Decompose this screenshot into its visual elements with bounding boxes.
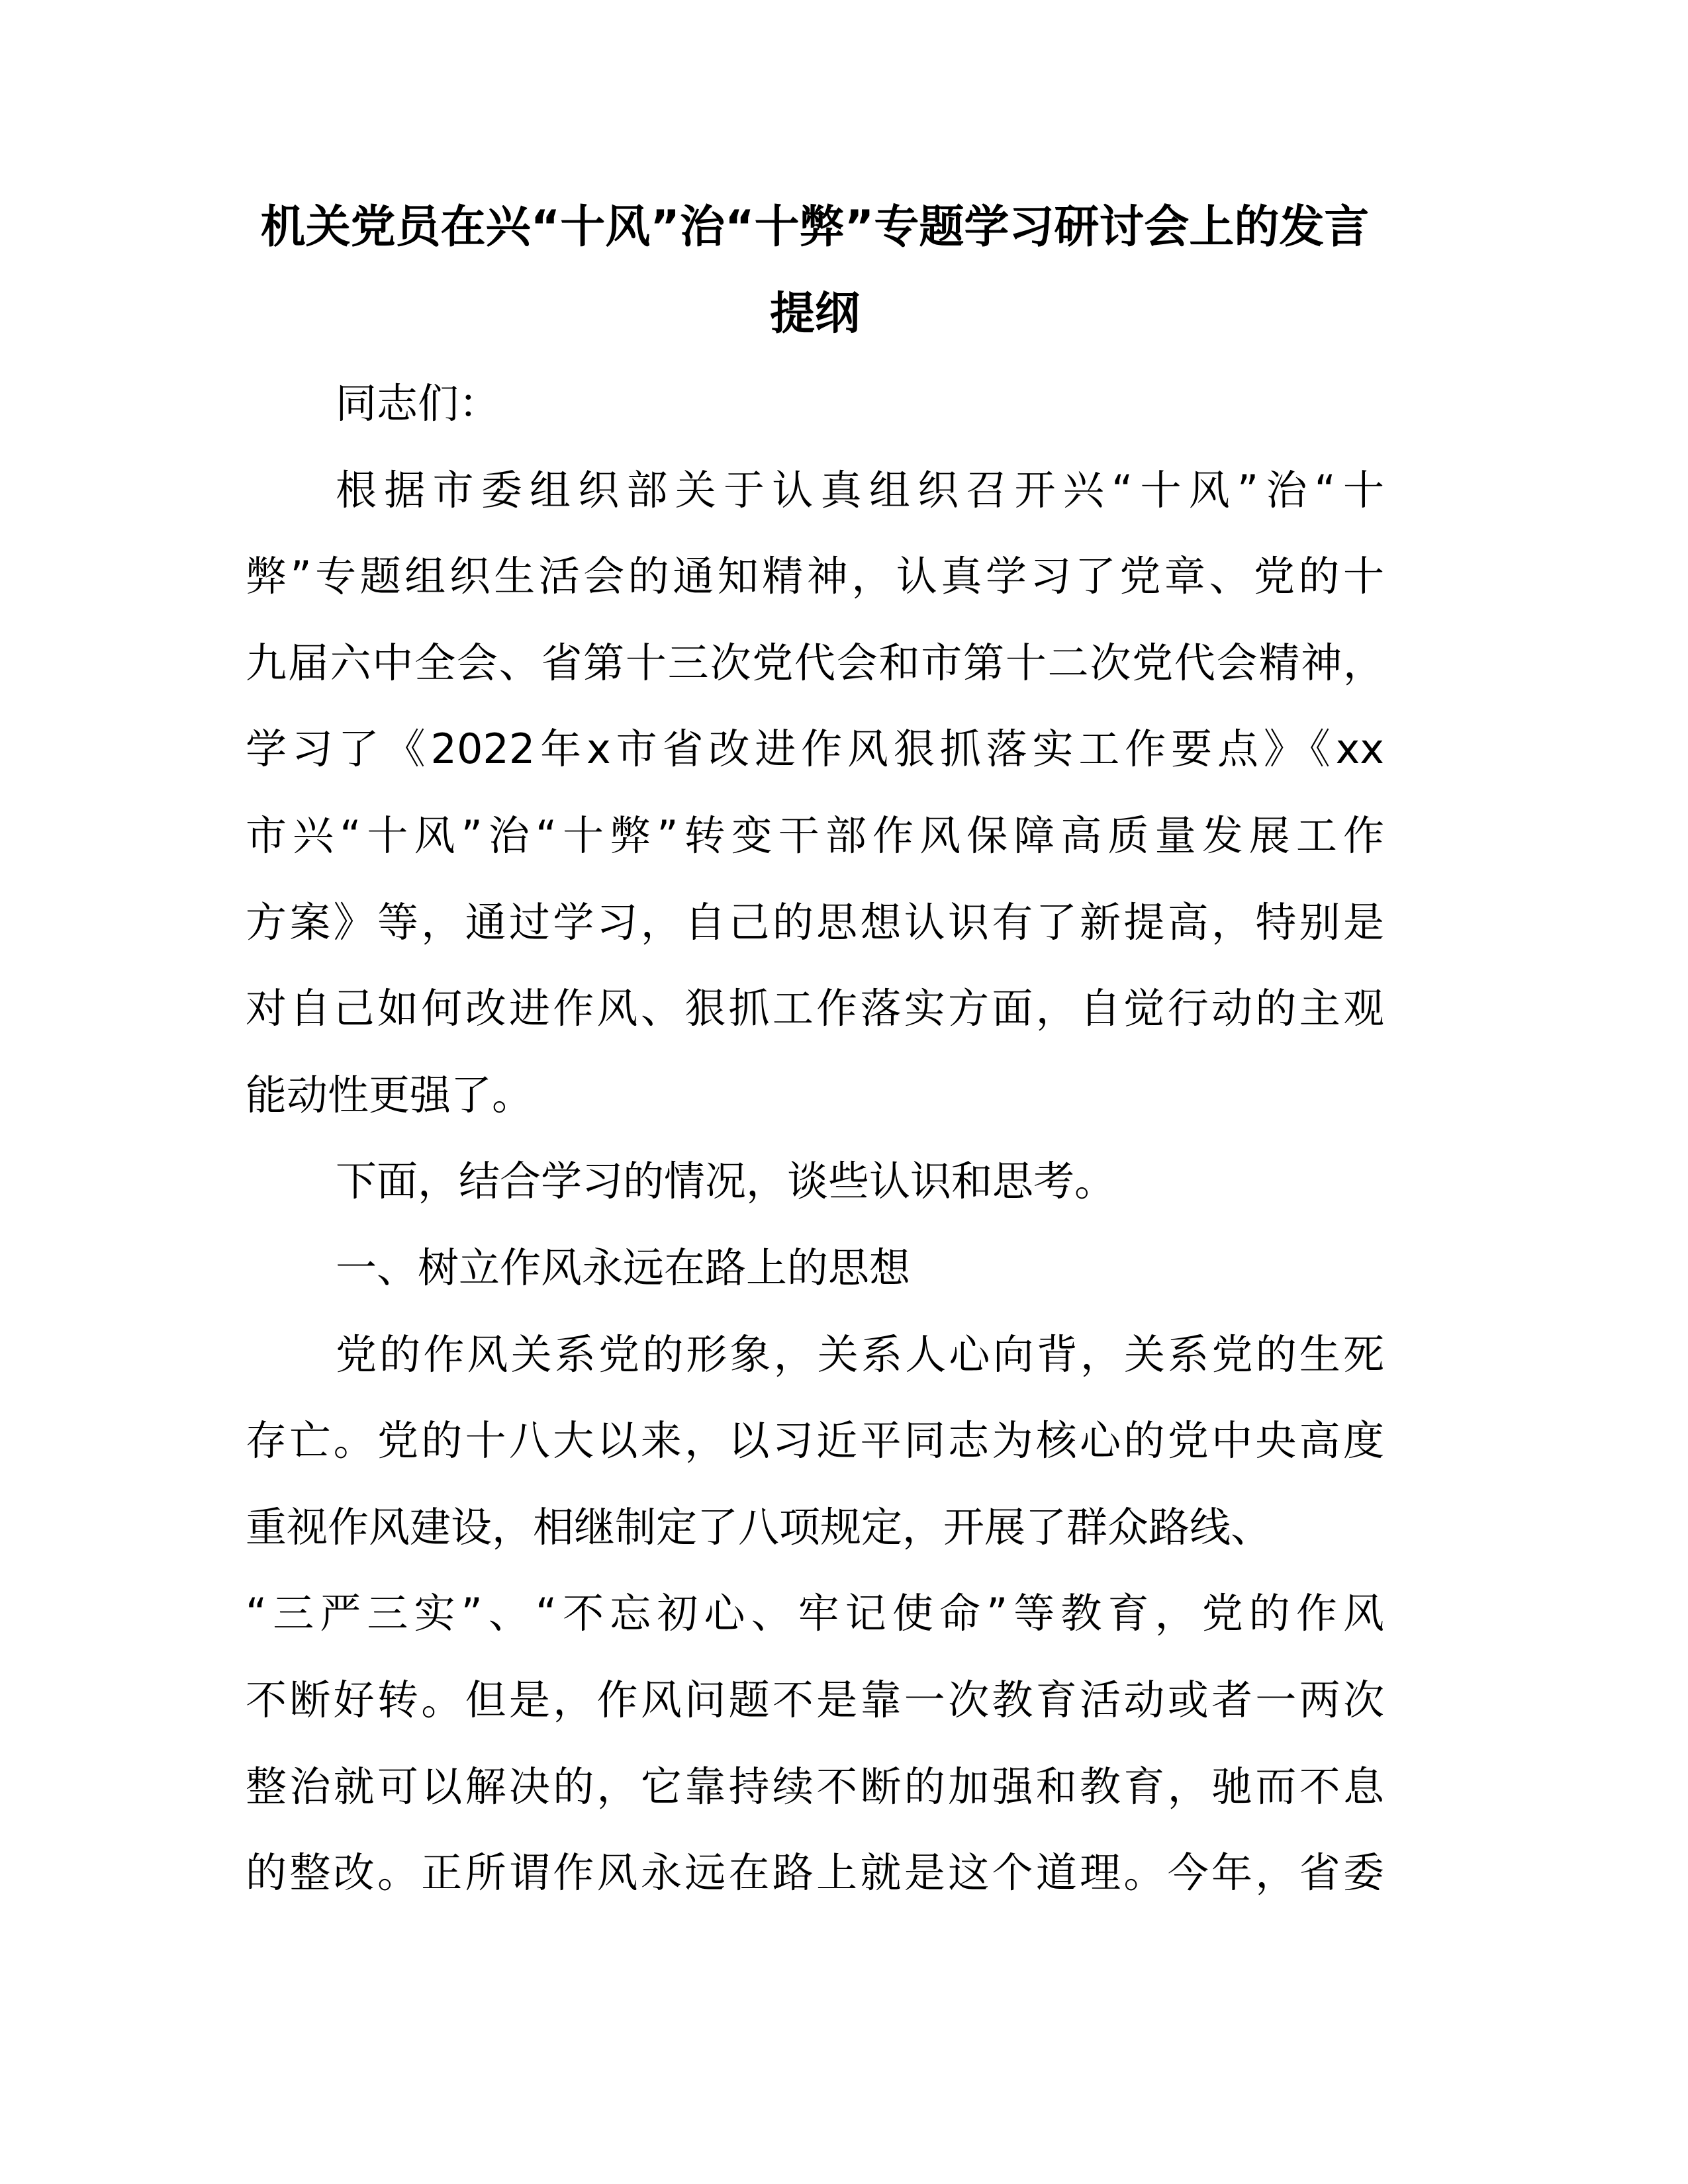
body-text-line: 弊”专题组织生活会的通知精神，认真学习了党章、党的十 [246,552,1384,601]
body-text-line: 方案》等，通过学习，自己的思想认识有了新提高，特别是 [246,897,1384,946]
document-title-line-1: 机关党员在兴“十风”治“十弊”专题学习研讨会上的发言 [260,201,1370,253]
body-text-line: 一、树立作风永远在路上的思想 [336,1244,911,1292]
body-text-line: 市兴“十风”治“十弊”转变干部作风保障高质量发展工作 [246,811,1384,860]
document-title-line-2: 提纲 [769,288,860,340]
body-text-line: 对自己如何改进作风、狠抓工作落实方面，自觉行动的主观 [246,984,1384,1033]
body-text-line: 不断好转。但是，作风问题不是靠一次教育活动或者一两次 [246,1676,1384,1724]
body-text-line: 能动性更强了。 [246,1070,534,1119]
body-text-line: 九届六中全会、省第十三次党代会和市第十二次党代会精神， [246,638,1384,687]
body-text-line: 的整改。正所谓作风永远在路上就是这个道理。今年，省委 [246,1848,1384,1897]
body-text-line: 同志们： [336,379,500,428]
body-text-line: 根据市委组织部关于认真组织召开兴“十风”治“十 [336,465,1384,514]
body-text-line: 整治就可以解决的，它靠持续不断的加强和教育，驰而不息 [246,1762,1384,1811]
body-text-line: 下面，结合学习的情况，谈些认识和思考。 [336,1157,1116,1206]
body-text-line: 重视作风建设，相继制定了八项规定，开展了群众路线、 [246,1502,1272,1551]
body-text-line: “三严三实”、“不忘初心、牢记使命”等教育，党的作风 [246,1589,1384,1638]
body-text-line: 存亡。党的十八大以来，以习近平同志为核心的党中央高度 [246,1416,1384,1465]
body-text-line: 党的作风关系党的形象，关系人心向背，关系党的生死 [336,1330,1384,1379]
body-text-line: 学习了《2022年x市省改进作风狠抓落实工作要点》《xx [246,725,1384,774]
